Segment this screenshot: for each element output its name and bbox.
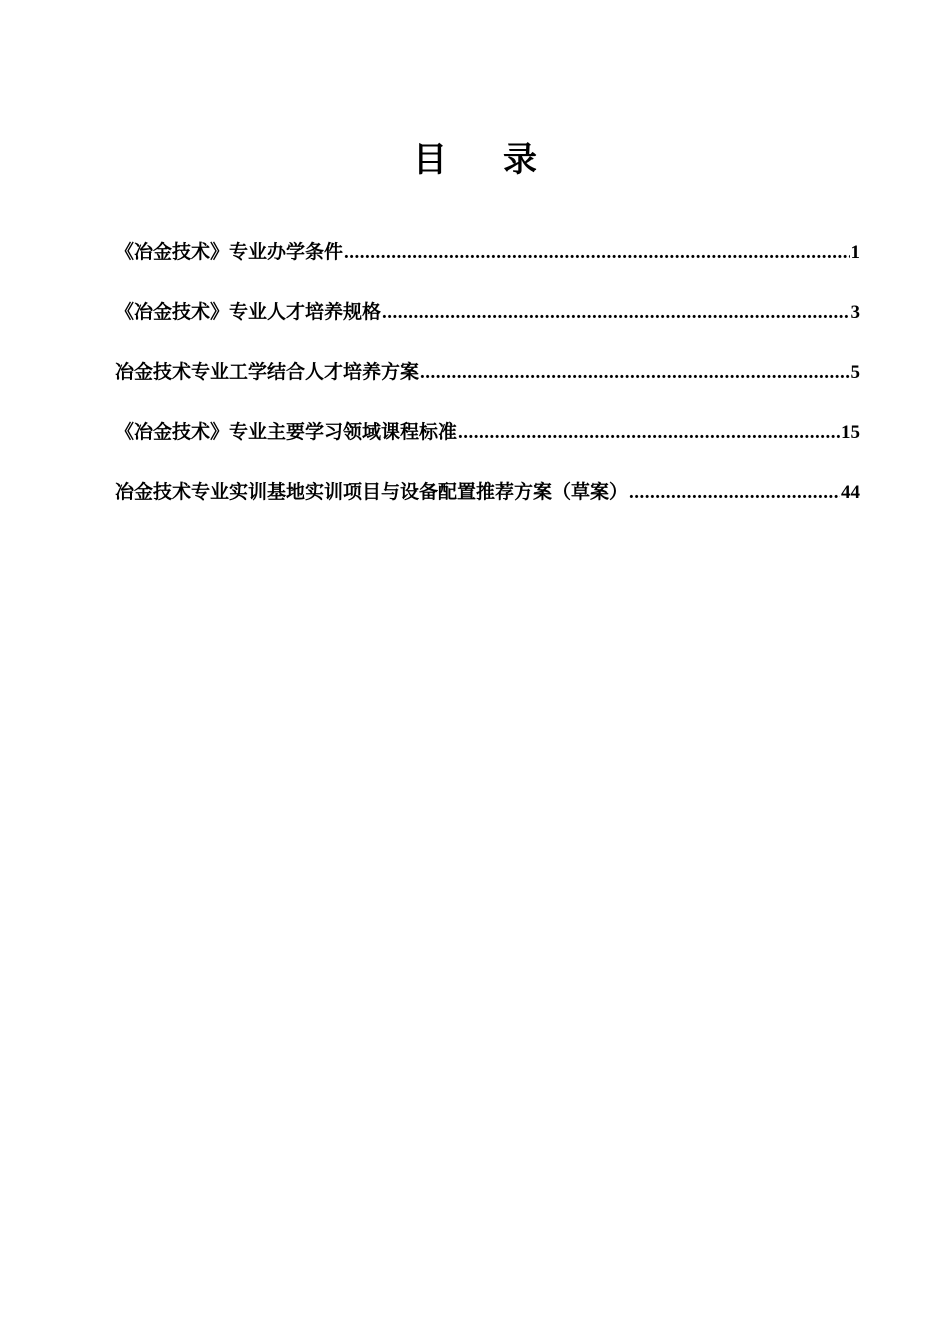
toc-dot-leader: [458, 417, 840, 449]
toc-entry-page: 5: [850, 362, 860, 383]
toc-entry-label: 冶金技术专业工学结合人才培养方案: [115, 361, 420, 383]
toc-entry-page: 3: [850, 302, 860, 323]
toc-entry-page: 15: [841, 422, 860, 443]
toc-entry-page: 1: [850, 242, 860, 263]
toc-dot-leader: [629, 477, 840, 509]
toc-entry[interactable]: [115, 356, 860, 416]
toc-title: 目录: [413, 140, 593, 180]
toc-entry[interactable]: [115, 296, 860, 356]
toc-entry-label: 《冶金技术》专业人才培养规格: [115, 301, 382, 323]
toc-list: [115, 236, 860, 536]
toc-entry-label: 冶金技术专业实训基地实训项目与设备配置推荐方案（草案）: [115, 481, 629, 503]
toc-entry-label: 《冶金技术》专业主要学习领域课程标准: [115, 421, 458, 443]
toc-entry-label: 《冶金技术》专业办学条件: [115, 241, 344, 263]
toc-entry[interactable]: [115, 416, 860, 476]
toc-dot-leader: [382, 297, 849, 329]
toc-entry-page: 44: [841, 482, 860, 503]
toc-dot-leader: [344, 237, 849, 269]
toc-dot-leader: [420, 357, 849, 389]
toc-entry[interactable]: [115, 236, 860, 296]
toc-entry[interactable]: [115, 476, 860, 536]
